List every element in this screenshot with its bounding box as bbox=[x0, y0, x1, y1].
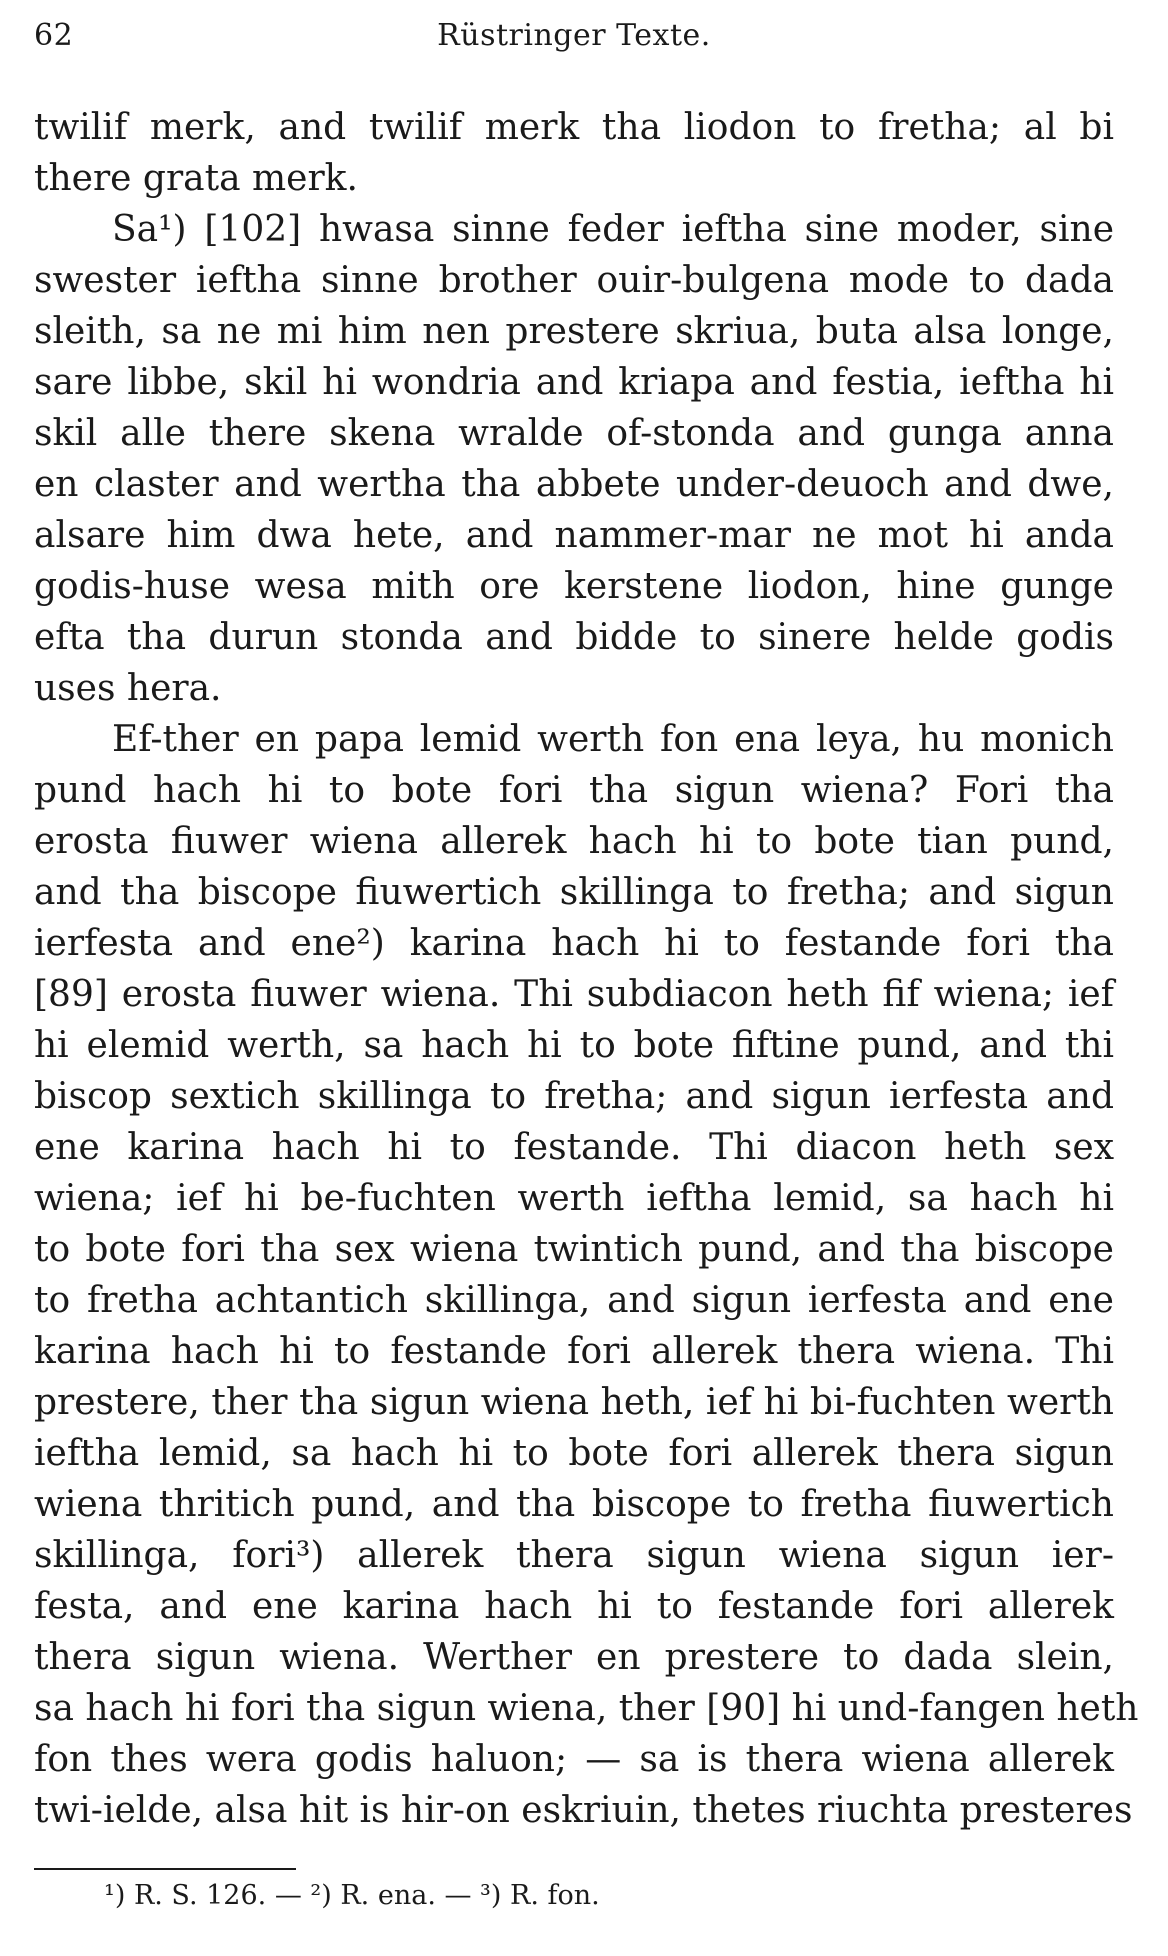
text-line: fon thes wera godis haluon; — sa is thera wiena allerek bbox=[34, 1739, 1114, 1780]
text-line: godis-huse wesa mith ore kerstene liodon, hine gunge bbox=[34, 566, 1114, 607]
text-line: pund hach hi to bote fori tha sigun wiena? Fori tha bbox=[34, 770, 1114, 811]
text-line: thera sigun wiena. Werther en prestere to dada slein, bbox=[34, 1637, 1114, 1678]
text-line: there grata merk. bbox=[34, 158, 358, 199]
text-line: to fretha achtantich skillinga, and sigun ierfesta and ene bbox=[34, 1280, 1114, 1321]
text-line: wiena; ief hi be-fuchten werth ieftha lemid, sa hach hi bbox=[34, 1178, 1114, 1219]
text-line: wiena thritich pund, and tha biscope to fretha fiuwertich bbox=[34, 1484, 1114, 1525]
text-line: skil alle there skena wralde of-stonda and gunga anna bbox=[34, 413, 1114, 454]
text-line: twi-ielde, alsa hit is hir-on eskriuin, thetes riuchta presteres bbox=[34, 1790, 1133, 1831]
footnotes bbox=[104, 1876, 600, 1916]
text-line: ierfesta and ene²) karina hach hi to festande fori tha bbox=[34, 923, 1114, 964]
text-line: karina hach hi to festande fori allerek thera wiena. Thi bbox=[34, 1331, 1114, 1372]
text-line: erosta fiuwer wiena allerek hach hi to bote tian pund, bbox=[34, 821, 1114, 862]
text-line: and tha biscope fiuwertich skillinga to fretha; and sigun bbox=[34, 872, 1114, 913]
paragraph-start-line: Sa¹) [102] hwasa sinne feder ieftha sine moder, sine bbox=[112, 209, 1114, 250]
paragraph-start-line: Ef-ther en papa lemid werth fon ena leya, hu monich bbox=[112, 719, 1114, 760]
page-number: 62 bbox=[34, 18, 74, 53]
text-line: prestere, ther tha sigun wiena heth, ief hi bi-fuchten werth bbox=[34, 1382, 1114, 1423]
text-line: ene karina hach hi to festande. Thi diacon heth sex bbox=[34, 1127, 1114, 1168]
text-line: sleith, sa ne mi him nen prestere skriua, buta alsa longe, bbox=[34, 311, 1114, 352]
text-line: uses hera. bbox=[34, 668, 222, 709]
page-header bbox=[34, 18, 1114, 58]
text-line: sare libbe, skil hi wondria and kriapa and festia, ieftha hi bbox=[34, 362, 1114, 403]
text-line: to bote fori tha sex wiena twintich pund, and tha biscope bbox=[34, 1229, 1114, 1270]
text-line: alsare him dwa hete, and nammer-mar ne mot hi anda bbox=[34, 515, 1114, 556]
body-text bbox=[34, 102, 1139, 1836]
text-line: [89] erosta fiuwer wiena. Thi subdiacon heth fif wiena; ief bbox=[34, 974, 1114, 1015]
text-line: swester ieftha sinne brother ouir-bulgena mode to dada bbox=[34, 260, 1114, 301]
text-line: ieftha lemid, sa hach hi to bote fori allerek thera sigun bbox=[34, 1433, 1114, 1474]
text-line: sa hach hi fori tha sigun wiena, ther [90] hi und-fangen heth bbox=[34, 1688, 1139, 1729]
text-line: hi elemid werth, sa hach hi to bote fiftine pund, and thi bbox=[34, 1025, 1114, 1066]
text-line: skillinga, fori³) allerek thera sigun wiena sigun ier- bbox=[34, 1535, 1114, 1576]
text-line: efta tha durun stonda and bidde to sinere helde godis bbox=[34, 617, 1114, 658]
footnote-divider bbox=[34, 1868, 296, 1870]
text-line: biscop sextich skillinga to fretha; and sigun ierfesta and bbox=[34, 1076, 1114, 1117]
running-title: Rüstringer Texte. bbox=[437, 18, 711, 53]
text-line: festa, and ene karina hach hi to festande fori allerek bbox=[34, 1586, 1114, 1627]
text-line: en claster and wertha tha abbete under-deuoch and dwe, bbox=[34, 464, 1114, 505]
footnote-text: ¹) R. S. 126. — ²) R. ena. — ³) R. fon. bbox=[104, 1880, 600, 1911]
text-line: twilif merk, and twilif merk tha liodon to fretha; al bi bbox=[34, 107, 1114, 148]
